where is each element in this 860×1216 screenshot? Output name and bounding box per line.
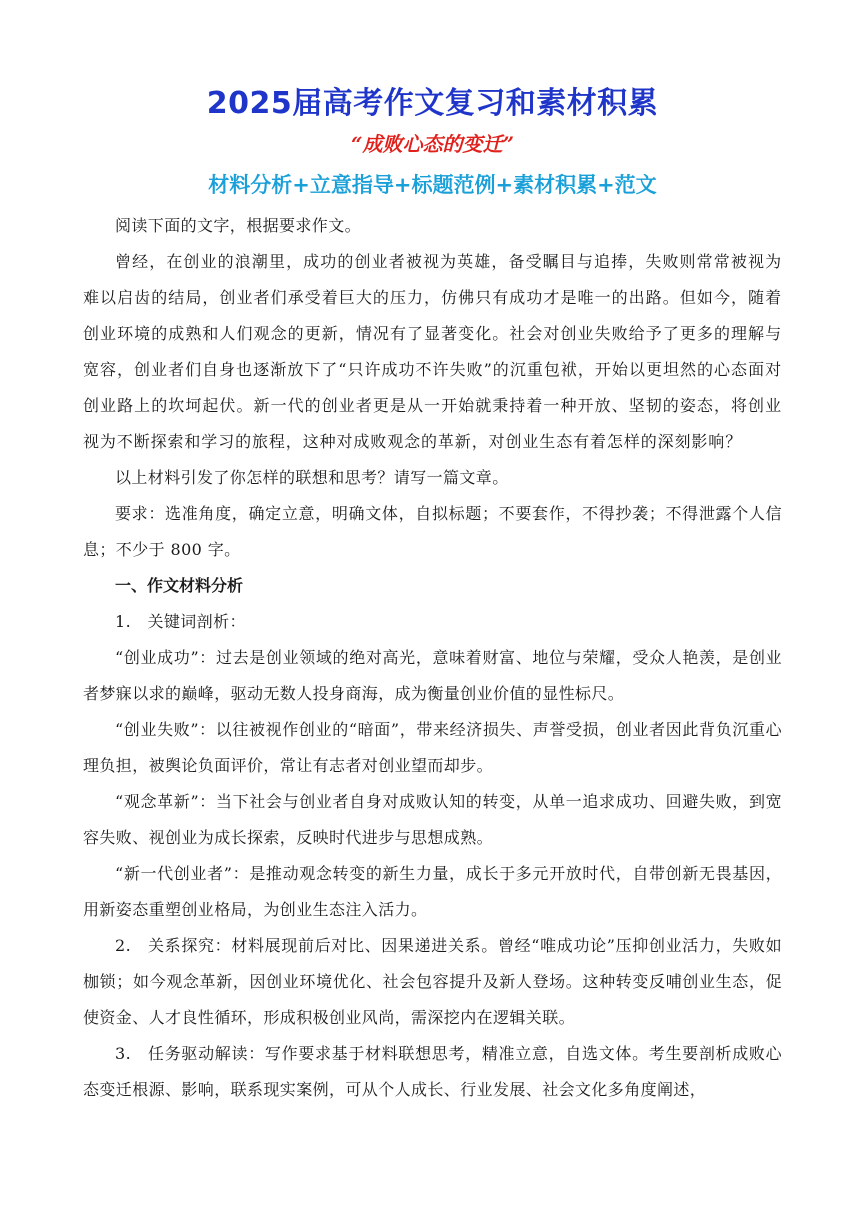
keyword-innovation-paragraph: “观念革新”：当下社会与创业者自身对成败认知的转变，从单一追求成功、回避失败，到宽容失败、视创业为成长探索，反映时代进步与思想成熟。 — [83, 792, 782, 847]
keyword-new-generation-paragraph: “新一代创业者”：是推动观念转变的新生力量，成长于多元开放时代，自带创新无畏基因，用新姿态重塑创业格局，为创业生态注入活力。 — [83, 864, 782, 919]
document-title: 2025届高考作文复习和素材积累 — [206, 86, 659, 121]
intro-paragraph: 阅读下面的文字，根据要求作文。 — [115, 216, 362, 235]
material-paragraph: 曾经，在创业的浪潮里，成功的创业者被视为英雄，备受瞩目与追捧，失败则常常被视为难以启齿的结局，创业者们承受着巨大的压力，仿佛只有成功才是唯一的出路。但如今，随着创业环境的成熟和人们观念的更新，情况有了显著变化。社会对创业失败给予了更多的理解与宽容，创业者们自身也逐渐放下了“只许成功不许失败”的沉重包袱，开始以更坦然的心态面对创业路上的坎坷起伏。新一代的创业者更是从一开始就秉持着一种开放、坚韧的姿态，将创业视为不断探索和学习的旅程，这种对成败观念的革新，对创业生态有着怎样的深刻影响？ — [83, 252, 782, 451]
section-heading-material-analysis: 一、作文材料分析 — [115, 576, 244, 595]
task-interpretation-paragraph: 3. 任务驱动解读：写作要求基于材料联想思考，精准立意，自选文体。考生要剖析成败心态变迁根源、影响，联系现实案例，可从个人成长、行业发展、社会文化多角度阐述， — [83, 1044, 782, 1099]
requirements-paragraph: 要求：选准角度，确定立意，明确文体，自拟标题；不要套作，不得抄袭；不得泄露个人信息；不少于 800 字。 — [83, 504, 782, 559]
content-outline-heading: 材料分析+立意指导+标题范例+素材积累+范文 — [208, 173, 657, 197]
relationship-paragraph: 2. 关系探究：材料展现前后对比、因果递进关系。曾经“唯成功论”压抑创业活力，失败如枷锁；如今观念革新，因创业环境优化、社会包容提升及新人登场。这种转变反哺创业生态，促使资金、人才良性循环，形成积极创业风尚，需深挖内在逻辑关联。 — [83, 936, 782, 1027]
keyword-success-paragraph: “创业成功”：过去是创业领域的绝对高光，意味着财富、地位与荣耀，受众人艳羡，是创业者梦寐以求的巅峰，驱动无数人投身商海，成为衡量创业价值的显性标尺。 — [83, 648, 782, 703]
prompt-paragraph: 以上材料引发了你怎样的联想和思考？请写一篇文章。 — [115, 468, 509, 487]
keyword-analysis-label: 1. 关键词剖析： — [115, 612, 246, 631]
keyword-failure-paragraph: “创业失败”：以往被视作创业的“暗面”，带来经济损失、声誉受损，创业者因此背负沉重心理负担，被舆论负面评价，常让有志者对创业望而却步。 — [83, 720, 782, 775]
document-subtitle: “成败心态的变迁” — [350, 132, 514, 156]
